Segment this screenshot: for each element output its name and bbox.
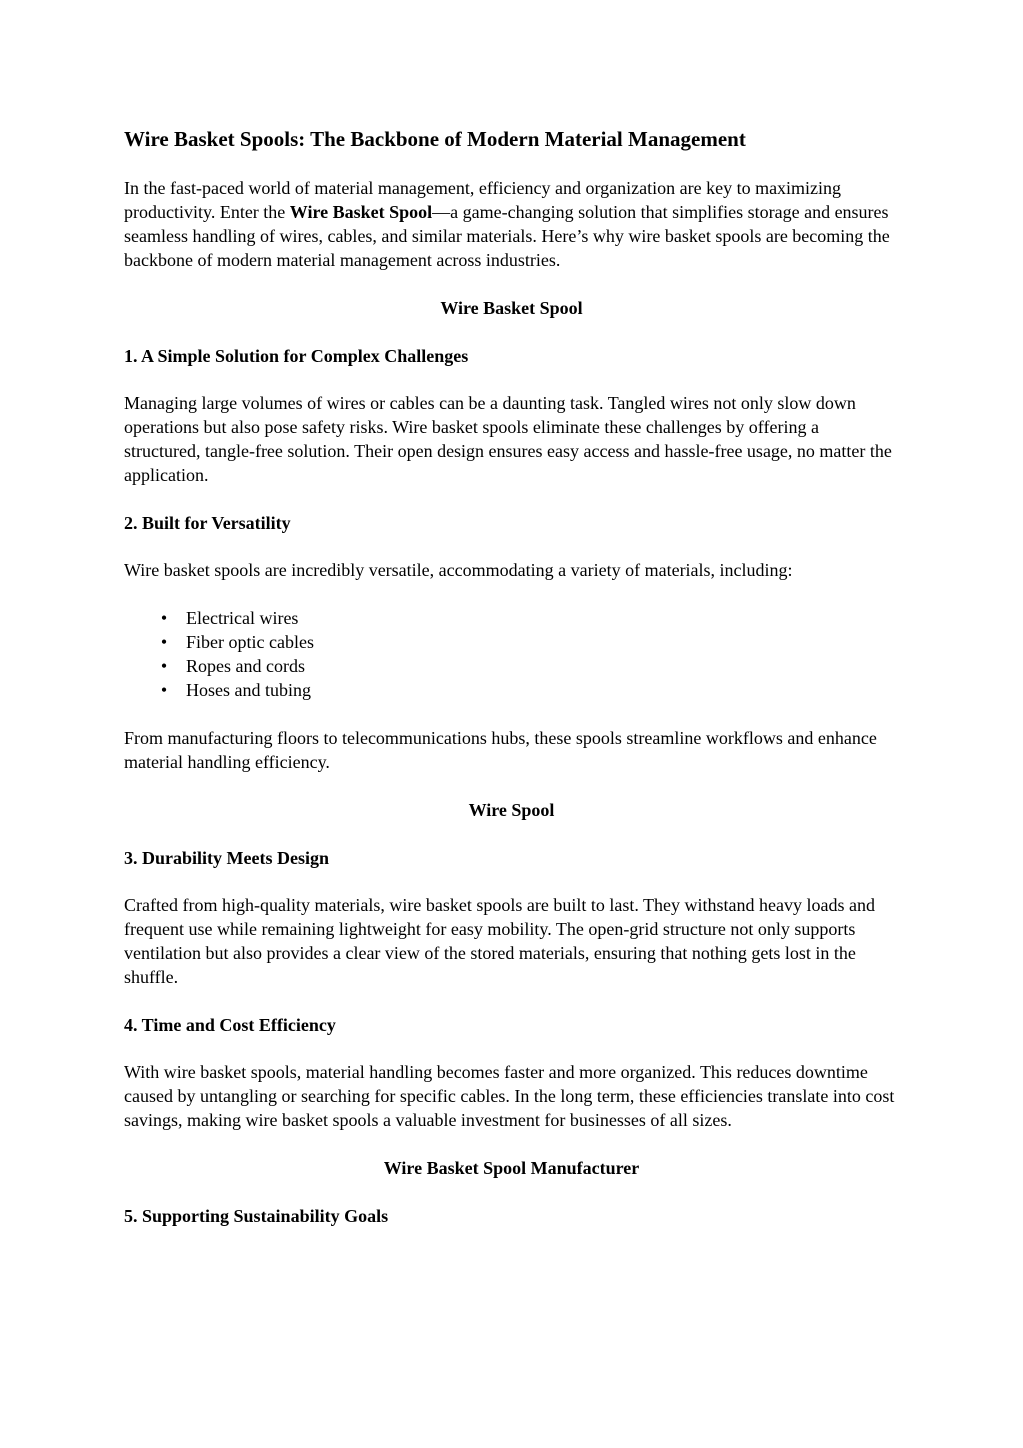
intro-text-before: In the fast-paced world of material management, efficiency and organization are key to maximizing productivity. Enter the <box>124 178 842 222</box>
intro-paragraph <box>124 176 899 272</box>
bullet-icon: • <box>160 680 168 700</box>
list-item <box>124 678 899 702</box>
centered-link-wire-basket-spool-manufacturer[interactable]: Wire Basket Spool Manufacturer <box>383 1158 640 1178</box>
centered-link-wire-spool[interactable]: Wire Spool <box>468 800 555 820</box>
section-3-body: Crafted from high-quality materials, wire basket spools are built to last. They withstand heavy loads and frequent use while remaining lightweight for easy mobility. The open-grid structure not only supports ventilation but also provides a clear view of the stored materials, ensuring that nothing gets lost in the shuffle. <box>124 895 875 987</box>
list-item <box>124 606 899 630</box>
bullet-icon: • <box>160 656 168 676</box>
list-item-label: Hoses and tubing <box>186 680 311 700</box>
section-2-closing: From manufacturing floors to telecommunications hubs, these spools streamline workflows and enhance material handling efficiency. <box>124 728 877 772</box>
document-page <box>124 125 899 1251</box>
section-2-body: Wire basket spools are incredibly versatile, accommodating a variety of materials, including: <box>124 560 793 580</box>
list-item <box>124 630 899 654</box>
list-item-label: Fiber optic cables <box>186 632 314 652</box>
document-title: Wire Basket Spools: The Backbone of Modern Material Management <box>124 127 746 151</box>
materials-bullet-list <box>124 606 899 702</box>
section-5-heading: 5. Supporting Sustainability Goals <box>124 1206 389 1226</box>
section-4-body: With wire basket spools, material handling becomes faster and more organized. This reduces downtime caused by untangling or searching for specific cables. In the long term, these efficiencies translate into cost savings, making wire basket spools a valuable investment for businesses of all sizes. <box>124 1062 895 1130</box>
bullet-icon: • <box>160 632 168 652</box>
list-item-label: Ropes and cords <box>186 656 305 676</box>
section-2-heading: 2. Built for Versatility <box>124 513 291 533</box>
section-1-heading: 1. A Simple Solution for Complex Challenges <box>124 346 469 366</box>
list-item-label: Electrical wires <box>186 608 299 628</box>
intro-text-after: —a game-changing solution that simplifies storage and ensures seamless handling of wires, cables, and similar materials. Here’s why wire basket spools are becoming the backbone of modern material management across industries. <box>124 202 890 270</box>
intro-bold-term: Wire Basket Spool <box>289 202 433 222</box>
centered-link-wire-basket-spool[interactable]: Wire Basket Spool <box>440 298 583 318</box>
section-4-heading: 4. Time and Cost Efficiency <box>124 1015 336 1035</box>
section-1-body: Managing large volumes of wires or cables can be a daunting task. Tangled wires not only slow down operations but also pose safety risks. Wire basket spools eliminate these challenges by offering a structured, tangle-free solution. Their open design ensures easy access and hassle-free usage, no matter the application. <box>124 393 892 485</box>
section-3-heading: 3. Durability Meets Design <box>124 848 329 868</box>
bullet-icon: • <box>160 608 168 628</box>
list-item <box>124 654 899 678</box>
